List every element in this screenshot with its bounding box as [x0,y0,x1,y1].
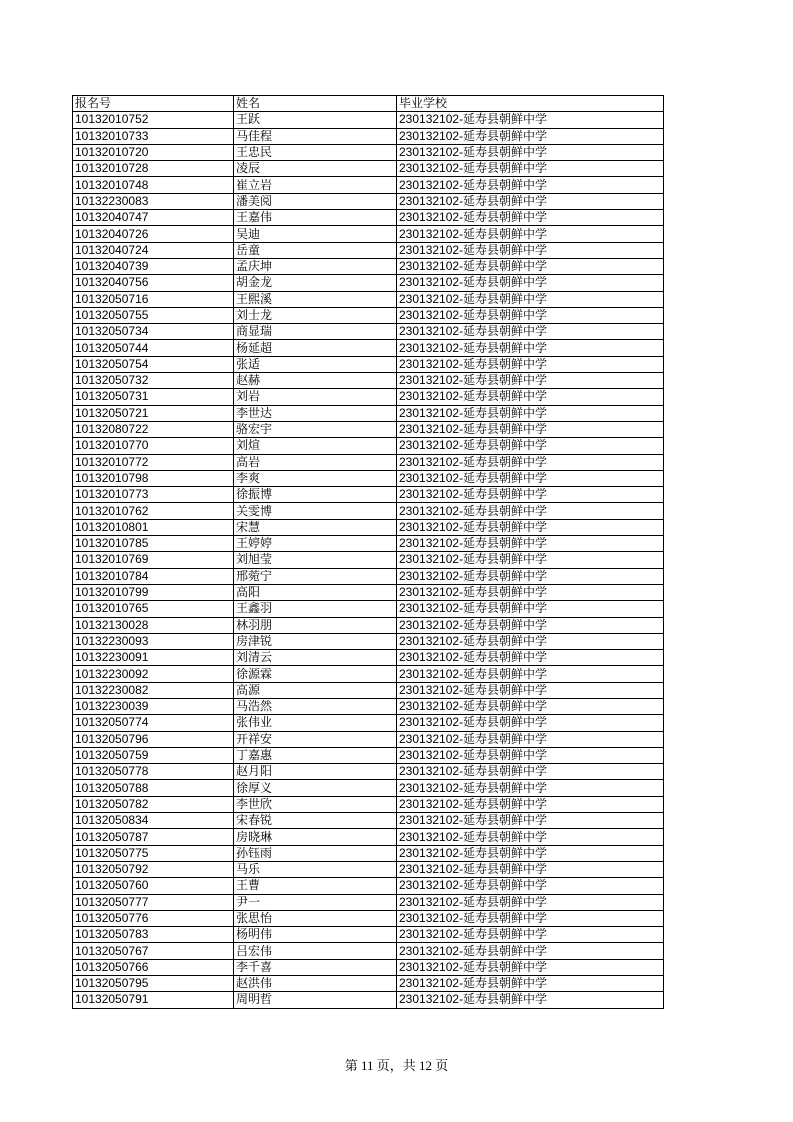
graduation-school-cell: 230132102-延寿县朝鲜中学 [397,144,664,160]
table-row [73,943,664,959]
graduation-school-cell: 230132102-延寿县朝鲜中学 [397,698,664,714]
student-name-cell: 尹一 [234,894,397,910]
graduation-school-cell: 230132102-延寿县朝鲜中学 [397,470,664,486]
header-row [73,96,664,112]
registration-number-cell: 10132050776 [73,910,234,926]
student-name-cell: 马佳程 [234,128,397,144]
student-name-cell: 吕宏伟 [234,943,397,959]
student-name-cell: 赵赫 [234,373,397,389]
table-row [73,242,664,258]
student-name-cell: 马浩然 [234,698,397,714]
table-row [73,487,664,503]
graduation-school-cell: 230132102-延寿县朝鲜中学 [397,959,664,975]
student-name-cell: 李爽 [234,470,397,486]
table-row [73,438,664,454]
table-row [73,650,664,666]
graduation-school-cell: 230132102-延寿县朝鲜中学 [397,633,664,649]
registration-number-cell: 10132230093 [73,633,234,649]
graduation-school-cell: 230132102-延寿县朝鲜中学 [397,682,664,698]
table-row [73,552,664,568]
table-row [73,405,664,421]
registration-number-cell: 10132050759 [73,747,234,763]
registration-number-cell: 10132050778 [73,764,234,780]
student-name-cell: 宋春锐 [234,813,397,829]
graduation-school-cell: 230132102-延寿县朝鲜中学 [397,487,664,503]
graduation-school-cell: 230132102-延寿县朝鲜中学 [397,177,664,193]
student-name-cell: 高源 [234,682,397,698]
graduation-school-cell: 230132102-延寿县朝鲜中学 [397,829,664,845]
registration-number-cell: 10132050791 [73,992,234,1008]
registration-number-cell: 10132050787 [73,829,234,845]
table-row [73,698,664,714]
table-row [73,959,664,975]
table-row [73,584,664,600]
graduation-school-cell: 230132102-延寿县朝鲜中学 [397,258,664,274]
student-name-cell: 徐振博 [234,487,397,503]
table-row [73,731,664,747]
table-row [73,633,664,649]
student-name-cell: 赵洪伟 [234,976,397,992]
graduation-school-cell: 230132102-延寿县朝鲜中学 [397,291,664,307]
student-name-cell: 徐厚义 [234,780,397,796]
registration-number-cell: 10132010798 [73,470,234,486]
registration-number-cell: 10132010748 [73,177,234,193]
student-name-cell: 杨延超 [234,340,397,356]
table-row [73,682,664,698]
table-row [73,161,664,177]
registration-number-cell: 10132040747 [73,210,234,226]
student-table [72,95,664,1009]
graduation-school-cell: 230132102-延寿县朝鲜中学 [397,861,664,877]
table-row [73,307,664,323]
page-footer: 第 11 页，共 12 页 [344,1058,449,1073]
table-row [73,112,664,128]
table-row [73,992,664,1008]
registration-number-cell: 10132050777 [73,894,234,910]
graduation-school-cell: 230132102-延寿县朝鲜中学 [397,275,664,291]
graduation-school-cell: 230132102-延寿县朝鲜中学 [397,405,664,421]
graduation-school-cell: 230132102-延寿县朝鲜中学 [397,584,664,600]
graduation-school-cell: 230132102-延寿县朝鲜中学 [397,731,664,747]
graduation-school-cell: 230132102-延寿县朝鲜中学 [397,324,664,340]
table-row [73,894,664,910]
table-row [73,258,664,274]
student-name-cell: 关雯博 [234,503,397,519]
student-name-cell: 王曹 [234,878,397,894]
table-row [73,617,664,633]
student-name-cell: 房晓琳 [234,829,397,845]
student-name-cell: 王忠民 [234,144,397,160]
registration-number-cell: 10132010770 [73,438,234,454]
student-name-cell: 王熙溪 [234,291,397,307]
table-row [73,780,664,796]
registration-number-cell: 10132050760 [73,878,234,894]
graduation-school-cell: 230132102-延寿县朝鲜中学 [397,617,664,633]
table-row [73,519,664,535]
graduation-school-cell: 230132102-延寿县朝鲜中学 [397,503,664,519]
student-name-cell: 岳童 [234,242,397,258]
registration-number-cell: 10132050783 [73,927,234,943]
registration-number-cell: 10132230082 [73,682,234,698]
table-row [73,454,664,470]
registration-number-cell: 10132040756 [73,275,234,291]
table-row [73,715,664,731]
table-row [73,291,664,307]
student-name-cell: 商显瑞 [234,324,397,340]
table-row [73,275,664,291]
student-name-cell: 王跃 [234,112,397,128]
table-row [73,210,664,226]
student-name-cell: 张适 [234,356,397,372]
table-row [73,813,664,829]
graduation-school-cell: 230132102-延寿县朝鲜中学 [397,340,664,356]
registration-number-cell: 10132010765 [73,601,234,617]
graduation-school-cell: 230132102-延寿县朝鲜中学 [397,894,664,910]
table-row [73,503,664,519]
student-name-cell: 高阳 [234,584,397,600]
student-name-cell: 周明哲 [234,992,397,1008]
graduation-school-cell: 230132102-延寿县朝鲜中学 [397,747,664,763]
graduation-school-cell: 230132102-延寿县朝鲜中学 [397,780,664,796]
graduation-school-cell: 230132102-延寿县朝鲜中学 [397,715,664,731]
registration-number-cell: 10132040724 [73,242,234,258]
student-name-cell: 吴迪 [234,226,397,242]
student-name-cell: 宋慧 [234,519,397,535]
student-name-cell: 杨明伟 [234,927,397,943]
table-row [73,666,664,682]
graduation-school-cell: 230132102-延寿县朝鲜中学 [397,519,664,535]
registration-number-cell: 10132050716 [73,291,234,307]
student-name-cell: 凌辰 [234,161,397,177]
table-row [73,927,664,943]
graduation-school-cell: 230132102-延寿县朝鲜中学 [397,193,664,209]
registration-number-cell: 10132010773 [73,487,234,503]
student-name-cell: 王嘉伟 [234,210,397,226]
graduation-school-cell: 230132102-延寿县朝鲜中学 [397,128,664,144]
registration-number-cell: 10132050734 [73,324,234,340]
table-row [73,193,664,209]
registration-number-cell: 10132050775 [73,845,234,861]
student-name-cell: 丁嘉惠 [234,747,397,763]
graduation-school-cell: 230132102-延寿县朝鲜中学 [397,976,664,992]
registration-number-cell: 10132010801 [73,519,234,535]
graduation-school-cell: 230132102-延寿县朝鲜中学 [397,389,664,405]
student-name-cell: 骆宏宇 [234,421,397,437]
table-row [73,470,664,486]
registration-number-cell: 10132050782 [73,796,234,812]
student-name-cell: 刘岩 [234,389,397,405]
registration-number-cell: 10132040726 [73,226,234,242]
student-name-cell: 徐源霖 [234,666,397,682]
table-row [73,601,664,617]
table-row [73,878,664,894]
graduation-school-cell: 230132102-延寿县朝鲜中学 [397,210,664,226]
graduation-school-cell: 230132102-延寿县朝鲜中学 [397,356,664,372]
header-name: 姓名 [234,96,397,112]
header-registration-number: 报名号 [73,96,234,112]
table-row [73,796,664,812]
table-row [73,976,664,992]
table-row [73,568,664,584]
registration-number-cell: 10132050792 [73,861,234,877]
registration-number-cell: 10132050721 [73,405,234,421]
student-name-cell: 李世达 [234,405,397,421]
student-name-cell: 胡金龙 [234,275,397,291]
graduation-school-cell: 230132102-延寿县朝鲜中学 [397,943,664,959]
registration-number-cell: 10132010762 [73,503,234,519]
registration-number-cell: 10132080722 [73,421,234,437]
student-name-cell: 赵月阳 [234,764,397,780]
graduation-school-cell: 230132102-延寿县朝鲜中学 [397,878,664,894]
student-name-cell: 张伟业 [234,715,397,731]
student-name-cell: 刘士龙 [234,307,397,323]
registration-number-cell: 10132040739 [73,258,234,274]
registration-number-cell: 10132050744 [73,340,234,356]
graduation-school-cell: 230132102-延寿县朝鲜中学 [397,112,664,128]
table-row [73,128,664,144]
graduation-school-cell: 230132102-延寿县朝鲜中学 [397,666,664,682]
student-name-cell: 王婷婷 [234,536,397,552]
table-row [73,177,664,193]
graduation-school-cell: 230132102-延寿县朝鲜中学 [397,536,664,552]
table-row [73,764,664,780]
registration-number-cell: 10132050796 [73,731,234,747]
table-row [73,829,664,845]
graduation-school-cell: 230132102-延寿县朝鲜中学 [397,242,664,258]
graduation-school-cell: 230132102-延寿县朝鲜中学 [397,226,664,242]
student-name-cell: 孙钰雨 [234,845,397,861]
table-row [73,747,664,763]
registration-number-cell: 10132050732 [73,373,234,389]
table-row [73,226,664,242]
registration-number-cell: 10132230091 [73,650,234,666]
registration-number-cell: 10132010752 [73,112,234,128]
registration-number-cell: 10132230092 [73,666,234,682]
student-name-cell: 刘煊 [234,438,397,454]
graduation-school-cell: 230132102-延寿县朝鲜中学 [397,373,664,389]
table-body [73,112,664,1008]
registration-number-cell: 10132010785 [73,536,234,552]
student-name-cell: 刘清云 [234,650,397,666]
table-row [73,324,664,340]
student-name-cell: 孟庆坤 [234,258,397,274]
registration-number-cell: 10132050766 [73,959,234,975]
graduation-school-cell: 230132102-延寿县朝鲜中学 [397,438,664,454]
registration-number-cell: 10132050774 [73,715,234,731]
graduation-school-cell: 230132102-延寿县朝鲜中学 [397,796,664,812]
graduation-school-cell: 230132102-延寿县朝鲜中学 [397,910,664,926]
table-row [73,356,664,372]
student-name-cell: 王鑫羽 [234,601,397,617]
graduation-school-cell: 230132102-延寿县朝鲜中学 [397,454,664,470]
table-row [73,373,664,389]
graduation-school-cell: 230132102-延寿县朝鲜中学 [397,764,664,780]
graduation-school-cell: 230132102-延寿县朝鲜中学 [397,992,664,1008]
table-row [73,536,664,552]
registration-number-cell: 10132010772 [73,454,234,470]
registration-number-cell: 10132050754 [73,356,234,372]
table-row [73,421,664,437]
table-row [73,340,664,356]
graduation-school-cell: 230132102-延寿县朝鲜中学 [397,421,664,437]
student-name-cell: 开祥安 [234,731,397,747]
registration-number-cell: 10132050834 [73,813,234,829]
student-name-cell: 邢菀宁 [234,568,397,584]
student-name-cell: 潘美阅 [234,193,397,209]
student-name-cell: 刘旭莹 [234,552,397,568]
registration-number-cell: 10132010784 [73,568,234,584]
registration-number-cell: 10132230083 [73,193,234,209]
registration-number-cell: 10132010720 [73,144,234,160]
registration-number-cell: 10132010769 [73,552,234,568]
graduation-school-cell: 230132102-延寿县朝鲜中学 [397,307,664,323]
registration-number-cell: 10132130028 [73,617,234,633]
student-name-cell: 房津锐 [234,633,397,649]
graduation-school-cell: 230132102-延寿县朝鲜中学 [397,568,664,584]
student-name-cell: 林羽朋 [234,617,397,633]
registration-number-cell: 10132010728 [73,161,234,177]
graduation-school-cell: 230132102-延寿县朝鲜中学 [397,927,664,943]
table-row [73,144,664,160]
student-name-cell: 高岩 [234,454,397,470]
student-name-cell: 李千喜 [234,959,397,975]
graduation-school-cell: 230132102-延寿县朝鲜中学 [397,845,664,861]
registration-number-cell: 10132050731 [73,389,234,405]
table-row [73,845,664,861]
graduation-school-cell: 230132102-延寿县朝鲜中学 [397,813,664,829]
table-row [73,861,664,877]
registration-number-cell: 10132230039 [73,698,234,714]
graduation-school-cell: 230132102-延寿县朝鲜中学 [397,650,664,666]
student-name-cell: 马乐 [234,861,397,877]
table-row [73,910,664,926]
graduation-school-cell: 230132102-延寿县朝鲜中学 [397,601,664,617]
student-name-cell: 李世欣 [234,796,397,812]
registration-number-cell: 10132010733 [73,128,234,144]
table-row [73,389,664,405]
graduation-school-cell: 230132102-延寿县朝鲜中学 [397,161,664,177]
registration-number-cell: 10132050767 [73,943,234,959]
registration-number-cell: 10132050755 [73,307,234,323]
graduation-school-cell: 230132102-延寿县朝鲜中学 [397,552,664,568]
registration-number-cell: 10132010799 [73,584,234,600]
student-name-cell: 张思怡 [234,910,397,926]
registration-number-cell: 10132050788 [73,780,234,796]
student-name-cell: 崔立岩 [234,177,397,193]
header-graduation-school: 毕业学校 [397,96,664,112]
registration-number-cell: 10132050795 [73,976,234,992]
